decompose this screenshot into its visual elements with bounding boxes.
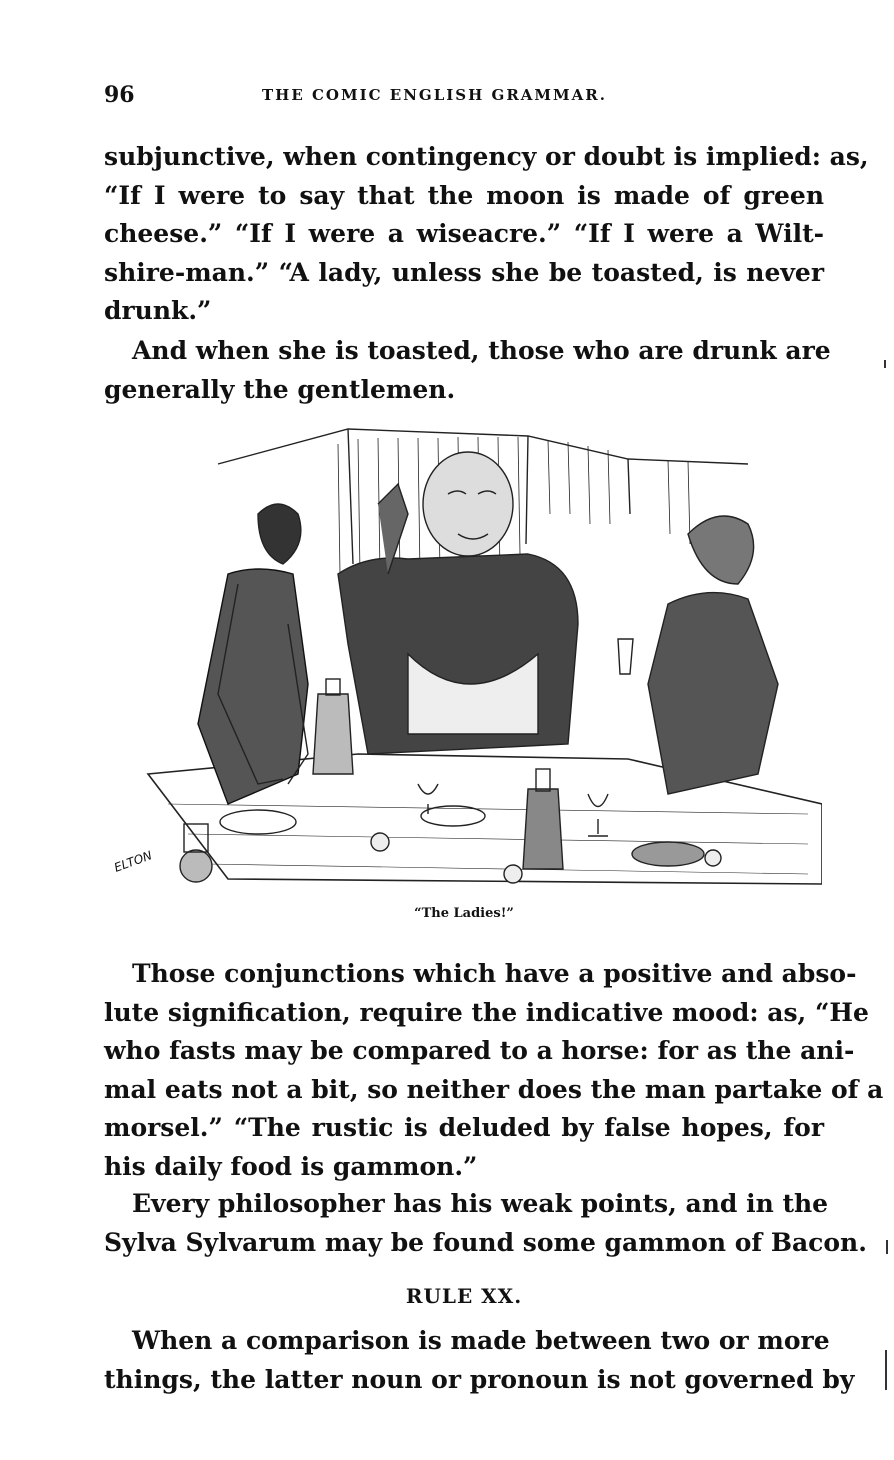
- text-line: generally the gentlemen.: [104, 374, 456, 404]
- paragraph-subjunctive: [104, 138, 869, 331]
- text-line: morsel.” “The rustic is deluded by false hopes, for: [104, 1113, 824, 1142]
- text-line: When a comparison is made between two or more: [132, 1326, 830, 1355]
- text-line: shire-man.” “A lady, unless she be toasted, is never: [104, 257, 824, 287]
- page-speck: [884, 360, 886, 368]
- engraving-drawing: [108, 424, 822, 896]
- text-line: Sylva Sylvarum may be found some gammon of Bacon.: [104, 1227, 867, 1257]
- illustration-caption: “The Ladies!”: [414, 906, 514, 921]
- text-line: his daily food is gammon.”: [104, 1151, 478, 1181]
- text-line: “If I were to say that the moon is made of green: [104, 180, 824, 210]
- page-speck: [886, 1240, 888, 1254]
- text-line: subjunctive, when contingency or doubt is implied: as,: [104, 142, 869, 171]
- paragraph-philosopher: [104, 1185, 867, 1262]
- page-header: [104, 82, 824, 110]
- text-line: And when she is toasted, those who are drunk are: [132, 336, 831, 365]
- text-line: things, the latter noun or pronoun is not governed by: [104, 1364, 855, 1394]
- text-line: cheese.” “If I were a wiseacre.” “If I were a Wilt-: [104, 219, 824, 248]
- engraving-the-ladies: [108, 424, 822, 896]
- artist-signature: ELTON: [112, 848, 154, 875]
- text-line: Every philosopher has his weak points, and in the: [132, 1189, 829, 1218]
- text-line: lute signification, require the indicative mood: as, “He: [104, 997, 869, 1027]
- paragraph-comparison: [104, 1322, 855, 1399]
- text-line: Those conjunctions which have a positive and abso-: [132, 959, 857, 988]
- text-line: who fasts may be compared to a horse: for as the ani-: [104, 1036, 855, 1065]
- text-line: mal eats not a bit, so neither does the man partake of a: [104, 1074, 884, 1104]
- rule-heading: RULE XX.: [405, 1284, 523, 1308]
- page-number: 96: [104, 82, 135, 108]
- paragraph-toasted: [104, 332, 831, 409]
- text-line: drunk.”: [104, 296, 212, 325]
- page-speck: [885, 1350, 887, 1390]
- running-title: THE COMIC ENGLISH GRAMMAR.: [262, 86, 607, 104]
- paragraph-conjunctions: [104, 955, 884, 1186]
